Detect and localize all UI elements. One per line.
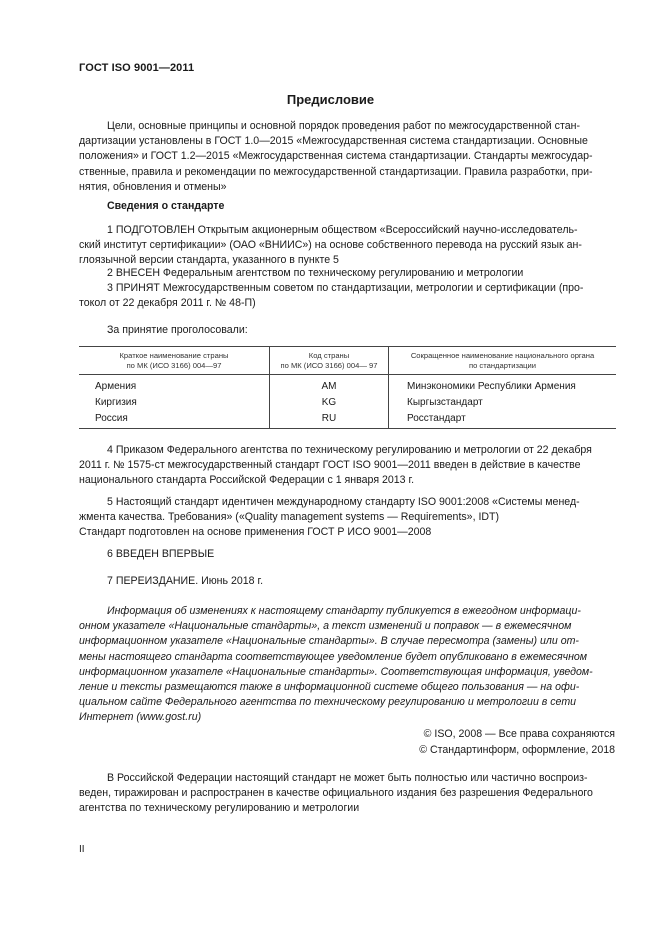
notice-line: веден, тиражирован и распространен в качестве официального издания без разрешения Федерального: [79, 787, 593, 800]
item-4-line: 2011 г. № 1575-ст межгосударственный стандарт ГОСТ ISO 9001—2011 введен в действие в качестве: [79, 459, 581, 472]
reproduction-notice: [79, 771, 615, 817]
copyright-iso: © ISO, 2008 — Все права сохраняются: [423, 728, 615, 740]
copyright-standartinform: © Стандартинформ, оформление, 2018: [419, 744, 615, 756]
voting-countries-table: [79, 346, 616, 429]
notice-line: В Российской Федерации настоящий стандарт не может быть полностью или частично воспроиз-: [107, 772, 588, 784]
intro-line: положения» и ГОСТ 1.2—2015 «Межгосударственная система стандартизации. Стандарты межгосудар-: [79, 150, 593, 163]
info-line: Интернет (www.gost.ru): [79, 711, 202, 724]
item-4-line: национального стандарта Российской Федерации с 1 января 2013 г.: [79, 474, 415, 487]
item-4: [79, 443, 615, 489]
item-1-line: ский институт сертификации» (ОАО «ВНИИС») на основе собственного перевода на русский язык ан-: [79, 239, 582, 252]
table-row: [79, 410, 616, 429]
item-4-line: 4 Приказом Федерального агентства по техническому регулированию и метрологии от 22 декабря: [107, 444, 592, 456]
column-header-body: Сокращенное наименование национального органа по стандартизации: [389, 347, 617, 375]
table-row: [79, 375, 616, 395]
item-5: [79, 495, 615, 541]
code-cell: AM: [270, 375, 389, 395]
change-info-paragraph: [79, 604, 615, 726]
info-line: онном указателе «Национальные стандарты», а текст изменений и поправок — в ежемесячном: [79, 620, 572, 633]
country-cell: Киргизия: [95, 396, 137, 408]
info-line: мены настоящего стандарта соответствующее уведомление будет опубликовано в ежемесячном: [79, 650, 588, 663]
country-cell: Россия: [79, 410, 270, 429]
body-cell: Минэкономики Республики Армения: [389, 375, 617, 395]
item-5-line: 5 Настоящий стандарт идентичен международному стандарту ISO 9001:2008 «Системы менед-: [107, 496, 580, 508]
item-1: [79, 223, 615, 269]
intro-line: дартизации установлены в ГОСТ 1.0—2015 «Межгосударственная система стандартизации. Основные: [79, 135, 588, 148]
info-line: информационном указателе «Национальные стандарты». Соответствующая информация, уведом-: [79, 665, 593, 678]
info-line: циальном сайте Федерального агентства по техническому регулированию и метрологии в сети: [79, 696, 577, 709]
info-line: информационном указателе «Национальные стандарты». В случае пересмотра (замены) или от-: [79, 635, 579, 648]
page-title: Предисловие: [286, 92, 375, 107]
table-header-row: [79, 347, 616, 375]
intro-line: ственные, правила и рекомендации по межгосударственной стандартизации. Правила разработки, при-: [79, 165, 593, 178]
body-cell: Кыргызстандарт: [389, 394, 617, 410]
intro-paragraph: [79, 119, 615, 195]
item-5-line: жмента качества. Требования» («Quality management systems — Requirements», IDT): [79, 511, 500, 524]
column-header-country: Краткое наименование страны по МК (ИСО 3166) 004—97: [79, 347, 270, 375]
document-code-header: ГОСТ ISO 9001—2011: [79, 62, 195, 74]
notice-line: агентства по техническому регулированию и метрологии: [79, 802, 360, 815]
copyright-block: [300, 726, 615, 758]
item-1-line: глоязычной версии стандарта, указанного в пункте 5: [79, 254, 339, 267]
page-number: II: [79, 844, 85, 855]
body-cell: Росстандарт: [389, 410, 617, 429]
item-3-line: 3 ПРИНЯТ Межгосударственным советом по стандартизации, метрологии и сертификации (про-: [107, 282, 584, 294]
info-line: ление и тексты размещаются также в информационной системе общего пользования — на офи-: [79, 681, 580, 694]
item-3-line: токол от 22 декабря 2011 г. № 48-П): [79, 297, 256, 310]
intro-line: Цели, основные принципы и основной порядок проведения работ по межгосударственной стан-: [107, 120, 580, 132]
code-cell: RU: [270, 410, 389, 429]
item-6: 6 ВВЕДЕН ВПЕРВЫЕ: [107, 548, 215, 560]
item-3: [79, 281, 615, 311]
table-row: [79, 394, 616, 410]
section-title: Сведения о стандарте: [107, 200, 225, 212]
country-cell: Армения: [95, 380, 137, 392]
voted-label: За принятие проголосовали:: [107, 324, 248, 336]
item-5-note: Стандарт подготовлен на основе применения ГОСТ Р ИСО 9001—2008: [79, 526, 432, 539]
item-7: 7 ПЕРЕИЗДАНИЕ. Июнь 2018 г.: [107, 575, 264, 587]
code-cell: KG: [270, 394, 389, 410]
column-header-code: Код страны по МК (ИСО 3166) 004— 97: [270, 347, 389, 375]
item-1-line: 1 ПОДГОТОВЛЕН Открытым акционерным обществом «Всероссийский научно-исследователь-: [107, 224, 578, 236]
info-line: Информация об изменениях к настоящему стандарту публикуется в ежегодном информаци-: [107, 605, 581, 617]
intro-line: нятия, обновления и отмены»: [79, 180, 227, 193]
item-2: 2 ВНЕСЕН Федеральным агентством по техническому регулированию и метрологии: [107, 267, 524, 279]
